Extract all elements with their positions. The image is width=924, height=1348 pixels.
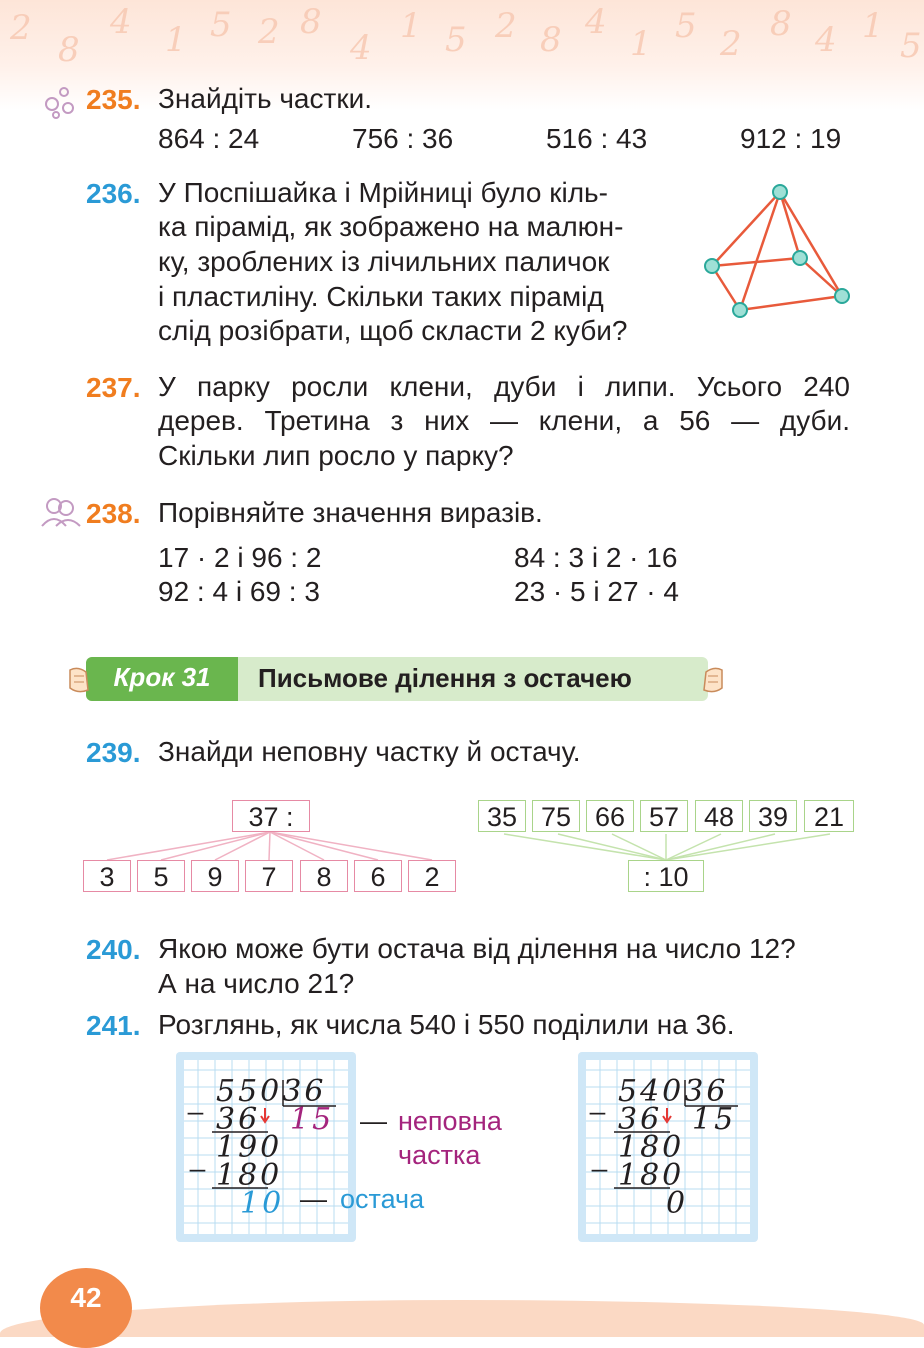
divisor-box: 8 [300, 860, 348, 892]
dividend-box: 39 [749, 800, 797, 832]
dash: — [360, 1106, 387, 1136]
quotient: 15 [290, 1102, 335, 1137]
hand-icon [66, 664, 92, 696]
dividend-box: 35 [478, 800, 526, 832]
exercise-number: 239. [86, 737, 141, 768]
minus-sign: _ [190, 1142, 206, 1172]
exercise-line: ка пірамід, як зображено на малюн- [158, 211, 624, 242]
right-connector-lines [478, 832, 858, 862]
remainder: 0 [666, 1186, 689, 1221]
exercise-text: Порівняйте значення виразів. [158, 497, 543, 528]
subtrahend: 180 [618, 1158, 685, 1193]
minus-sign: _ [590, 1085, 606, 1115]
exercise-line: Якою може бути остача від ділення на число 12? [158, 933, 796, 964]
page-number: 42 [70, 1282, 102, 1313]
divisor-box: : 10 [628, 860, 704, 892]
divisor-box: 2 [408, 860, 456, 892]
exercise-number: 236. [86, 178, 141, 209]
footer-decoration [0, 1300, 924, 1337]
exercise-line: Скільки лип росло у парку? [158, 440, 514, 471]
exercise-text: Знайдіть частки. [158, 83, 372, 114]
exercise-line: У парку росли клени, дуби і липи. Усього 240 [158, 371, 850, 402]
exercise-line: слід розібрати, щоб скласти 2 куби? [158, 315, 628, 346]
exercise-number: 237. [86, 372, 141, 403]
subtrahend: 36 [618, 1102, 663, 1137]
exercise-line: дерев. Третина з них — клени, а 56 — дуби. [158, 405, 850, 436]
decorative-digits: 2 8 4 1 5 2 8 4 1 5 2 8 4 1 5 2 8 4 1 5 [10, 2, 922, 70]
expression: 23 · 5 і 27 · 4 [514, 576, 679, 607]
lesson-title: Письмове ділення з остачею [258, 663, 632, 693]
dividend-box: 75 [532, 800, 580, 832]
hand-icon [700, 664, 726, 696]
dividend-divisor: 54036 [618, 1074, 729, 1109]
dividend-divisor: 55036 [216, 1074, 327, 1109]
dividend-box: 21 [804, 800, 854, 832]
expression: 516 : 43 [546, 123, 648, 154]
exercise-line: і пластиліну. Скільки таких пірамід [158, 281, 604, 312]
exercise-line: А на число 21? [158, 968, 355, 999]
partial-dividend: 190 [216, 1130, 283, 1165]
minus-sign: _ [188, 1085, 204, 1115]
expression: 864 : 24 [158, 123, 260, 154]
minus-sign: _ [592, 1142, 608, 1172]
quotient-label: неповна [398, 1106, 502, 1136]
lesson-step-label: Крок 31 [113, 662, 211, 692]
dividend-box: 37 : [232, 800, 310, 832]
exercise-text: Знайди неповну частку й остачу. [158, 736, 581, 767]
dividend-box: 57 [640, 800, 688, 832]
divisor-box: 5 [137, 860, 185, 892]
partial-dividend: 180 [618, 1130, 685, 1165]
remainder-label: остача [340, 1184, 425, 1214]
exercise-number: 241. [86, 1010, 141, 1041]
quotient: 15 [692, 1102, 737, 1137]
expression: 92 : 4 і 69 : 3 [158, 576, 320, 607]
divisor-box: 9 [191, 860, 239, 892]
exercise-number: 235. [86, 84, 141, 115]
pyramid-illustration [700, 180, 855, 320]
expression: 756 : 36 [352, 123, 454, 154]
remainder: 10 [240, 1186, 285, 1221]
expression: 84 : 3 і 2 · 16 [514, 542, 678, 573]
subtrahend: 36 [216, 1102, 261, 1137]
exercise-number: 240. [86, 934, 141, 965]
expression: 912 : 19 [740, 123, 842, 154]
divisor-box: 3 [83, 860, 131, 892]
exercise-text: Розглянь, як числа 540 і 550 поділили на 36. [158, 1009, 735, 1040]
bubbles-icon [42, 84, 78, 120]
exercise-line: У Поспішайка і Мрійниці було кіль- [158, 177, 608, 208]
expression: 17 · 2 і 96 : 2 [158, 542, 322, 573]
exercise-number: 238. [86, 498, 141, 529]
divisor-box: 7 [245, 860, 293, 892]
exercise-line: ку, зроблених із лічильних паличок [158, 246, 610, 277]
subtrahend: 180 [216, 1158, 283, 1193]
dash: — [300, 1184, 327, 1214]
quotient-label: частка [398, 1140, 481, 1170]
divisor-box: 6 [354, 860, 402, 892]
two-people-icon [40, 496, 82, 528]
dividend-box: 48 [695, 800, 743, 832]
dividend-box: 66 [586, 800, 634, 832]
